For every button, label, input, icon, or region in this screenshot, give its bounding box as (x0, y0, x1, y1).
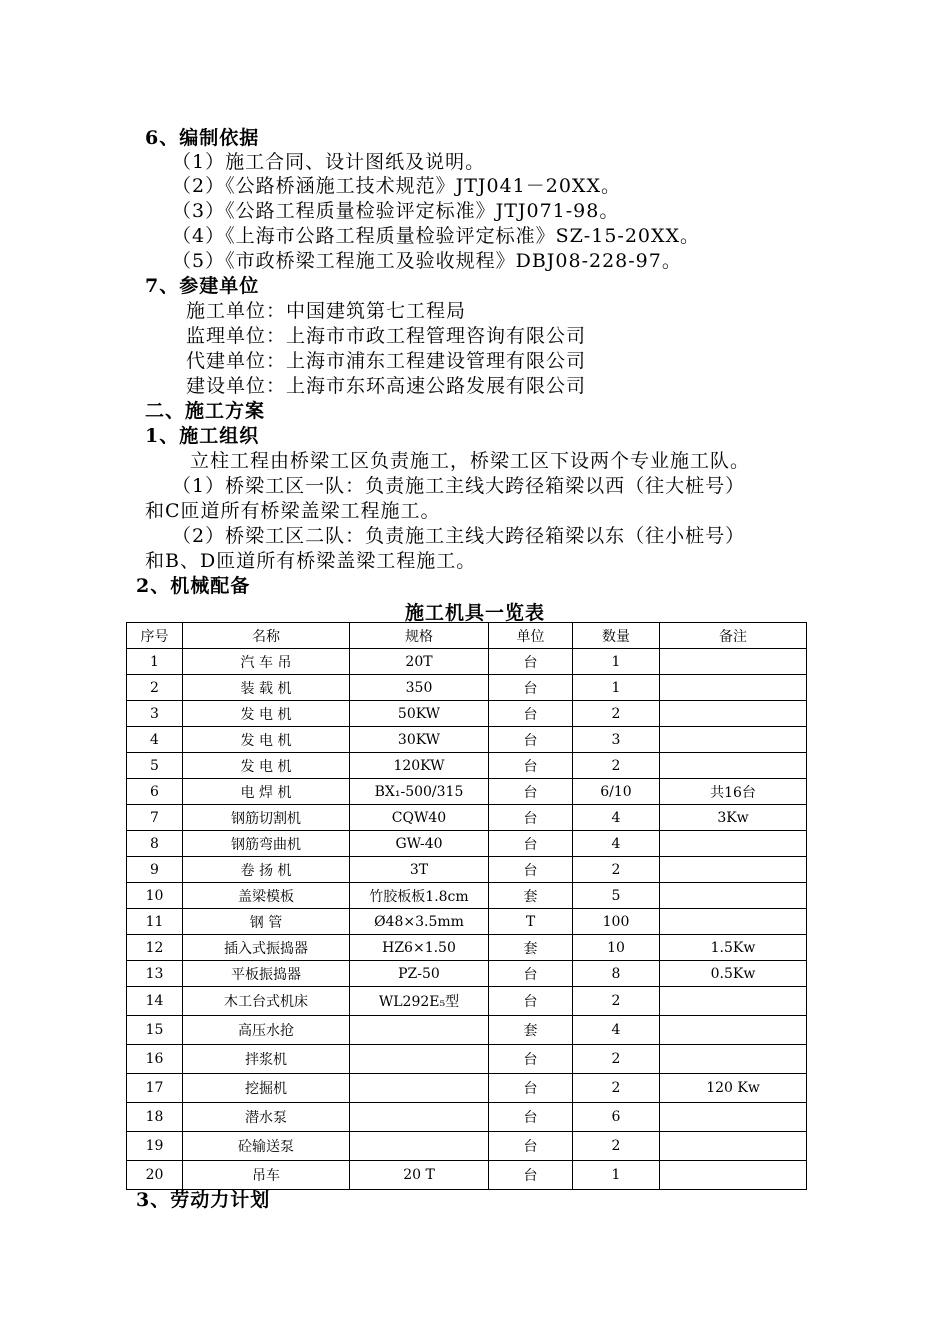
cell-unit: 台 (489, 1132, 573, 1161)
header-spec: 规格 (350, 623, 489, 649)
cell-seq: 17 (127, 1074, 183, 1103)
cell-unit: 台 (489, 857, 573, 883)
header-unit: 单位 (489, 623, 573, 649)
section-3-title: 3、劳动力计划 (136, 1189, 271, 1211)
cell-unit: 台 (489, 675, 573, 701)
cell-spec: GW-40 (350, 831, 489, 857)
cell-name: 潜水泵 (183, 1103, 350, 1132)
cell-spec: Ø48×3.5mm (350, 909, 489, 935)
cell-spec: 竹胶板板1.8cm (350, 883, 489, 909)
cell-seq: 1 (127, 649, 183, 675)
cell-qty: 4 (573, 1016, 660, 1045)
section-2-title: 2、机械配备 (136, 575, 251, 597)
cell-remark (660, 831, 807, 857)
team-1-line-2: 和C匝道所有桥梁盖梁工程施工。 (145, 500, 441, 522)
table-row (127, 831, 807, 857)
unit-construction: 施工单位：中国建筑第七工程局 (186, 300, 467, 322)
section-1-title: 1、施工组织 (145, 425, 260, 447)
cell-remark: 共16台 (660, 779, 807, 805)
cell-unit: 台 (489, 961, 573, 987)
team-2-line-2: 和B、D匝道所有桥梁盖梁工程施工。 (145, 550, 477, 572)
section-6-title: 6、编制依据 (145, 127, 260, 149)
team-1-line-1: （1）桥梁工区一队：负责施工主线大跨径箱梁以西（往大桩号） (172, 475, 746, 497)
cell-unit: 台 (489, 1074, 573, 1103)
cell-name: 电 焊 机 (183, 779, 350, 805)
cell-name: 钢筋切割机 (183, 805, 350, 831)
cell-unit: 台 (489, 779, 573, 805)
cell-remark: 0.5Kw (660, 961, 807, 987)
cell-qty: 2 (573, 1074, 660, 1103)
cell-spec: 120KW (350, 753, 489, 779)
header-seq: 序号 (127, 623, 183, 649)
cell-unit: 台 (489, 1045, 573, 1074)
cell-qty: 2 (573, 1132, 660, 1161)
cell-seq: 18 (127, 1103, 183, 1132)
cell-qty: 4 (573, 805, 660, 831)
cell-spec (350, 1074, 489, 1103)
cell-name: 挖掘机 (183, 1074, 350, 1103)
table-row (127, 935, 807, 961)
cell-seq: 7 (127, 805, 183, 831)
cell-name: 木工台式机床 (183, 987, 350, 1016)
basis-item-2: （2）《公路桥涵施工技术规范》JTJ041－20XX。 (172, 175, 621, 197)
cell-seq: 11 (127, 909, 183, 935)
cell-remark (660, 1161, 807, 1190)
cell-unit: 台 (489, 1161, 573, 1190)
cell-name: 汽 车 吊 (183, 649, 350, 675)
table-row (127, 1132, 807, 1161)
cell-spec: 20 T (350, 1161, 489, 1190)
cell-remark (660, 701, 807, 727)
cell-spec: 50KW (350, 701, 489, 727)
cell-name: 发 电 机 (183, 701, 350, 727)
cell-qty: 2 (573, 857, 660, 883)
part-2-title: 二、施工方案 (145, 400, 266, 422)
cell-name: 卷 扬 机 (183, 857, 350, 883)
cell-seq: 12 (127, 935, 183, 961)
cell-qty: 1 (573, 649, 660, 675)
table-row (127, 1074, 807, 1103)
table-row (127, 727, 807, 753)
cell-remark (660, 1045, 807, 1074)
table-row (127, 987, 807, 1016)
cell-spec: PZ-50 (350, 961, 489, 987)
cell-spec: 30KW (350, 727, 489, 753)
table-row (127, 1103, 807, 1132)
table-header-row (127, 623, 807, 649)
table-row (127, 1045, 807, 1074)
cell-unit: 台 (489, 753, 573, 779)
cell-unit: 台 (489, 727, 573, 753)
cell-qty: 3 (573, 727, 660, 753)
cell-name: 平板振捣器 (183, 961, 350, 987)
cell-remark (660, 649, 807, 675)
cell-remark (660, 1103, 807, 1132)
table-title: 施工机具一览表 (404, 602, 545, 624)
section-7-title: 7、参建单位 (145, 275, 260, 297)
cell-remark: 120 Kw (660, 1074, 807, 1103)
header-name: 名称 (183, 623, 350, 649)
cell-seq: 20 (127, 1161, 183, 1190)
cell-seq: 2 (127, 675, 183, 701)
cell-seq: 6 (127, 779, 183, 805)
cell-spec: CQW40 (350, 805, 489, 831)
cell-spec: 3T (350, 857, 489, 883)
cell-remark (660, 675, 807, 701)
cell-name: 钢筋弯曲机 (183, 831, 350, 857)
organization-paragraph: 立柱工程由桥梁工区负责施工，桥梁工区下设两个专业施工队。 (190, 450, 751, 472)
cell-unit: T (489, 909, 573, 935)
cell-name: 发 电 机 (183, 727, 350, 753)
team-2-line-1: （2）桥梁工区二队：负责施工主线大跨径箱梁以东（往小桩号） (172, 525, 746, 547)
cell-qty: 6 (573, 1103, 660, 1132)
table-row (127, 701, 807, 727)
cell-unit: 套 (489, 1016, 573, 1045)
cell-spec (350, 1045, 489, 1074)
table-row (127, 883, 807, 909)
cell-spec: BX₁-500/315 (350, 779, 489, 805)
cell-remark (660, 1132, 807, 1161)
table-row (127, 909, 807, 935)
cell-remark: 3Kw (660, 805, 807, 831)
basis-item-4: （4）《上海市公路工程质量检验评定标准》SZ-15-20XX。 (172, 225, 701, 247)
cell-seq: 9 (127, 857, 183, 883)
table-row (127, 857, 807, 883)
machinery-table (126, 622, 807, 1190)
cell-qty: 8 (573, 961, 660, 987)
cell-seq: 13 (127, 961, 183, 987)
cell-unit: 套 (489, 883, 573, 909)
cell-spec (350, 1132, 489, 1161)
unit-owner: 建设单位：上海市东环高速公路发展有限公司 (186, 375, 587, 397)
table-row (127, 649, 807, 675)
cell-qty: 2 (573, 701, 660, 727)
cell-qty: 100 (573, 909, 660, 935)
cell-unit: 套 (489, 935, 573, 961)
cell-name: 盖梁模板 (183, 883, 350, 909)
cell-remark (660, 1016, 807, 1045)
cell-spec (350, 1103, 489, 1132)
cell-seq: 19 (127, 1132, 183, 1161)
cell-qty: 2 (573, 987, 660, 1016)
cell-qty: 2 (573, 1045, 660, 1074)
cell-spec: HZ6×1.50 (350, 935, 489, 961)
cell-spec: 20T (350, 649, 489, 675)
cell-name: 装 载 机 (183, 675, 350, 701)
cell-remark (660, 753, 807, 779)
cell-spec: WL292E₅型 (350, 987, 489, 1016)
cell-remark (660, 909, 807, 935)
cell-unit: 台 (489, 805, 573, 831)
cell-remark (660, 883, 807, 909)
cell-remark (660, 857, 807, 883)
cell-seq: 15 (127, 1016, 183, 1045)
unit-supervision: 监理单位：上海市市政工程管理咨询有限公司 (186, 325, 587, 347)
cell-qty: 2 (573, 753, 660, 779)
header-remark: 备注 (660, 623, 807, 649)
cell-name: 插入式振捣器 (183, 935, 350, 961)
cell-name: 砼输送泵 (183, 1132, 350, 1161)
cell-qty: 10 (573, 935, 660, 961)
basis-item-3: （3）《公路工程质量检验评定标准》JTJ071-98。 (172, 200, 620, 222)
table-row (127, 753, 807, 779)
cell-name: 高压水抢 (183, 1016, 350, 1045)
cell-qty: 1 (573, 1161, 660, 1190)
table-row (127, 1161, 807, 1190)
cell-remark (660, 727, 807, 753)
cell-unit: 台 (489, 987, 573, 1016)
table-row (127, 805, 807, 831)
cell-qty: 4 (573, 831, 660, 857)
cell-seq: 4 (127, 727, 183, 753)
basis-item-5: （5）《市政桥梁工程施工及验收规程》DBJ08-228-97。 (172, 250, 682, 272)
cell-seq: 16 (127, 1045, 183, 1074)
cell-qty: 6/10 (573, 779, 660, 805)
cell-name: 拌浆机 (183, 1045, 350, 1074)
cell-unit: 台 (489, 831, 573, 857)
cell-unit: 台 (489, 1103, 573, 1132)
cell-seq: 3 (127, 701, 183, 727)
table-row (127, 779, 807, 805)
table-row (127, 1016, 807, 1045)
cell-seq: 14 (127, 987, 183, 1016)
cell-remark: 1.5Kw (660, 935, 807, 961)
cell-name: 发 电 机 (183, 753, 350, 779)
table-row (127, 961, 807, 987)
cell-spec: 350 (350, 675, 489, 701)
cell-qty: 1 (573, 675, 660, 701)
cell-remark (660, 987, 807, 1016)
table-row (127, 675, 807, 701)
cell-name: 钢 管 (183, 909, 350, 935)
cell-seq: 8 (127, 831, 183, 857)
cell-spec (350, 1016, 489, 1045)
cell-seq: 10 (127, 883, 183, 909)
unit-agent: 代建单位：上海市浦东工程建设管理有限公司 (186, 350, 587, 372)
basis-item-1: （1）施工合同、设计图纸及说明。 (172, 151, 486, 173)
cell-qty: 5 (573, 883, 660, 909)
header-qty: 数量 (573, 623, 660, 649)
cell-seq: 5 (127, 753, 183, 779)
cell-unit: 台 (489, 649, 573, 675)
cell-unit: 台 (489, 701, 573, 727)
cell-name: 吊车 (183, 1161, 350, 1190)
